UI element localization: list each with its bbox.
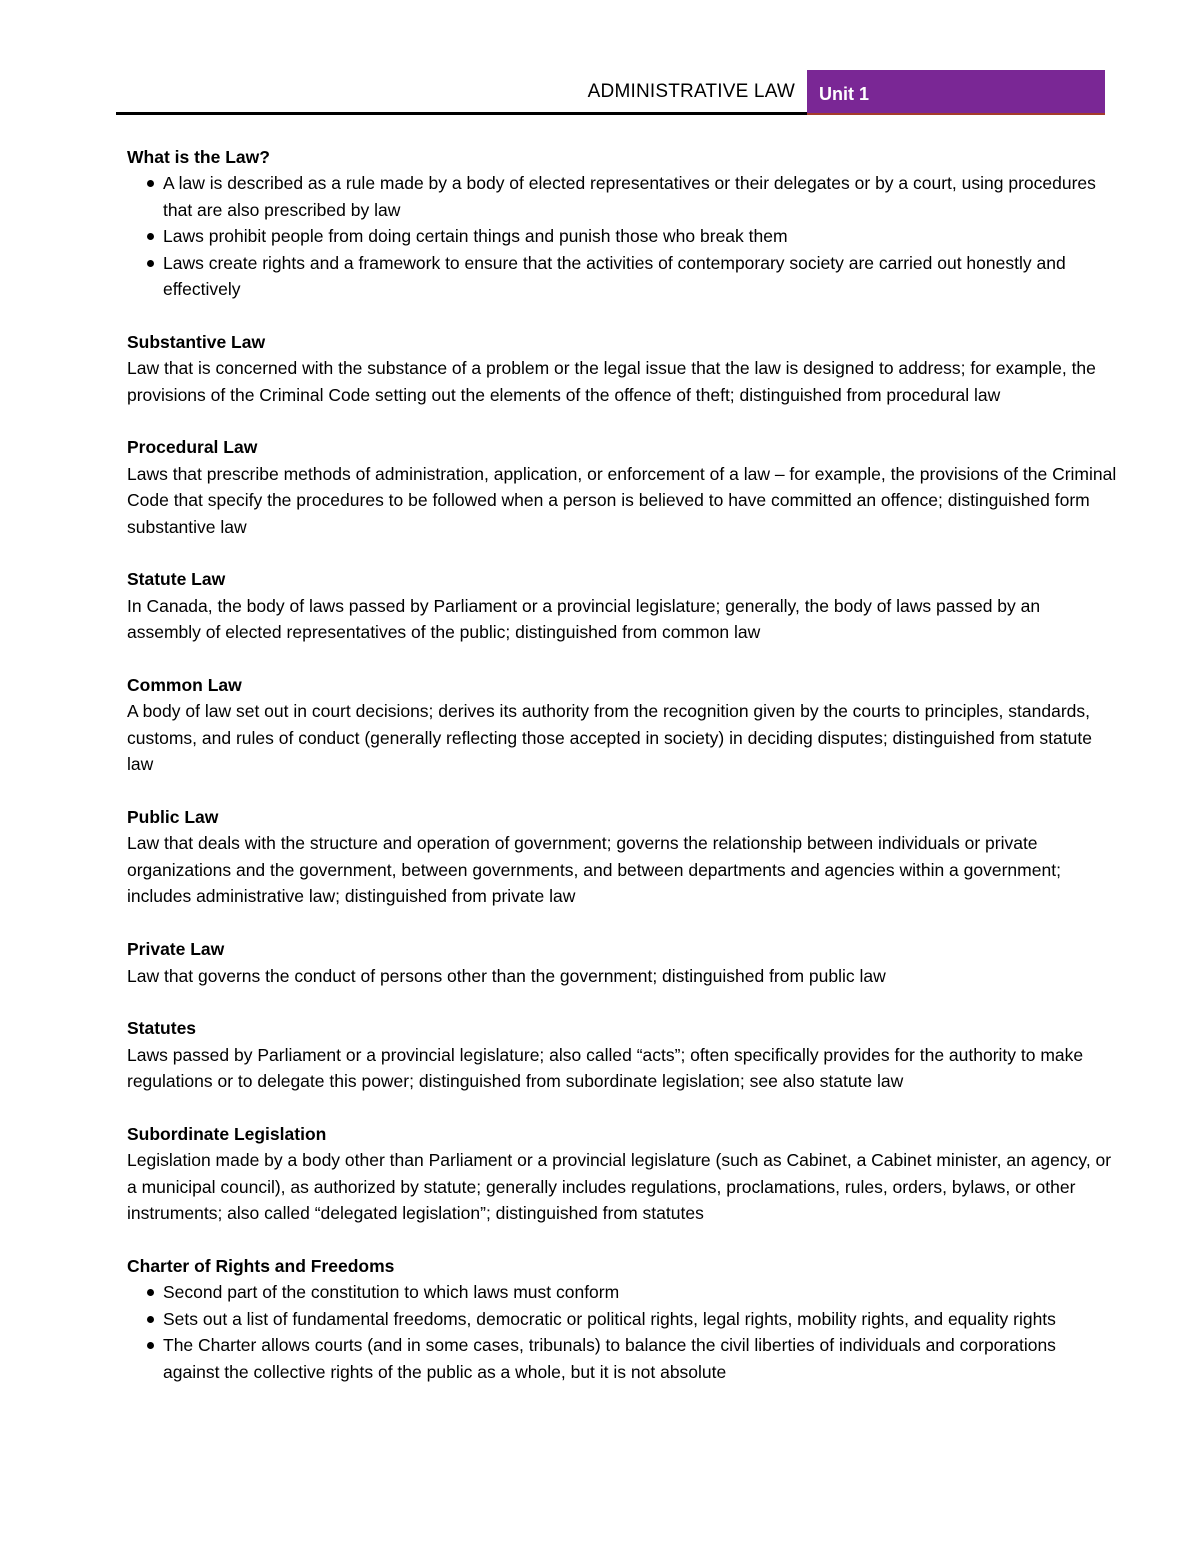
section-substantive-law	[127, 329, 1117, 408]
section-definition: A body of law set out in court decisions; derives its authority from the recognition given by the courts to principles, standards, customs, and rules of conduct (generally reflecting those accepted in society) in deciding disputes; distinguished from statute law	[127, 701, 1092, 775]
section-private-law	[127, 936, 1117, 989]
bullet-item: Laws create rights and a framework to ensure that the activities of contemporary society are carried out honestly and effectively	[127, 250, 1117, 303]
section-title: Public Law	[127, 807, 219, 828]
section-title: Private Law	[127, 939, 225, 960]
section-title: Procedural Law	[127, 437, 258, 458]
section-subordinate-legislation	[127, 1121, 1117, 1227]
header-rule	[116, 112, 807, 115]
document-title: ADMINISTRATIVE LAW	[587, 81, 795, 102]
section-title: Statute Law	[127, 569, 226, 590]
section-definition: Legislation made by a body other than Parliament or a provincial legislature (such as Cabinet, a Cabinet minister, an agency, or a municipal council), as authorized by statute; generally includes regulations, proclamations, rules, orders, bylaws, or other instruments; also called “delegated legislation”; distinguished from statutes	[127, 1150, 1112, 1224]
unit-badge	[807, 70, 1105, 115]
bullet-item: A law is described as a rule made by a body of elected representatives or their delegates or by a court, using procedures that are also prescribed by law	[127, 170, 1117, 223]
document-body	[127, 144, 1117, 1411]
section-statutes	[127, 1015, 1117, 1094]
bullet-item: Second part of the constitution to which laws must conform	[127, 1279, 1117, 1305]
section-title: Charter of Rights and Freedoms	[127, 1255, 395, 1276]
unit-label: Unit 1	[819, 84, 870, 104]
section-statute-law	[127, 566, 1117, 645]
section-definition: Law that deals with the structure and operation of government; governs the relationship between individuals or private organizations and the government, between governments, and between departments and agencies within a government; includes administrative law; distinguished from private law	[127, 833, 1061, 907]
section-definition: Laws passed by Parliament or a provincial legislature; also called “acts”; often specifically provides for the authority to make regulations or to delegate this power; distinguished from subordinate legislation; see also statute law	[127, 1044, 1084, 1092]
section-common-law	[127, 672, 1117, 778]
bullet-item: Laws prohibit people from doing certain things and punish those who break them	[127, 223, 1117, 249]
section-definition: Law that governs the conduct of persons other than the government; distinguished from public law	[127, 965, 886, 986]
page-header	[116, 70, 1105, 116]
section-definition: In Canada, the body of laws passed by Parliament or a provincial legislature; generally, the body of laws passed by an assembly of elected representatives of the public; distinguished from common law	[127, 595, 1041, 643]
section-charter	[127, 1253, 1117, 1385]
bullet-list	[127, 170, 1117, 302]
bullet-list	[127, 1279, 1117, 1385]
section-title: Statutes	[127, 1018, 197, 1039]
section-title: Substantive Law	[127, 331, 266, 352]
section-title: Subordinate Legislation	[127, 1123, 327, 1144]
section-public-law	[127, 804, 1117, 910]
section-definition: Law that is concerned with the substance of a problem or the legal issue that the law is designed to address; for example, the provisions of the Criminal Code setting out the elements of the offence of theft; distinguished from procedural law	[127, 358, 1096, 405]
bullet-item: The Charter allows courts (and in some cases, tribunals) to balance the civil liberties of individuals and corporations against the collective rights of the public as a whole, but it is not absolute	[127, 1332, 1117, 1385]
section-definition: Laws that prescribe methods of administration, application, or enforcement of a law – for example, the provisions of the Criminal Code that specify the procedures to be followed when a person is believed to have committed an offence; distinguished form substantive law	[127, 463, 1117, 537]
section-title: Common Law	[127, 675, 242, 696]
section-title: What is the Law?	[127, 147, 270, 167]
bullet-item: Sets out a list of fundamental freedoms, democratic or political rights, legal rights, mobility rights, and equality rights	[127, 1306, 1117, 1332]
section-what-is-law	[127, 144, 1117, 302]
section-procedural-law	[127, 434, 1117, 540]
